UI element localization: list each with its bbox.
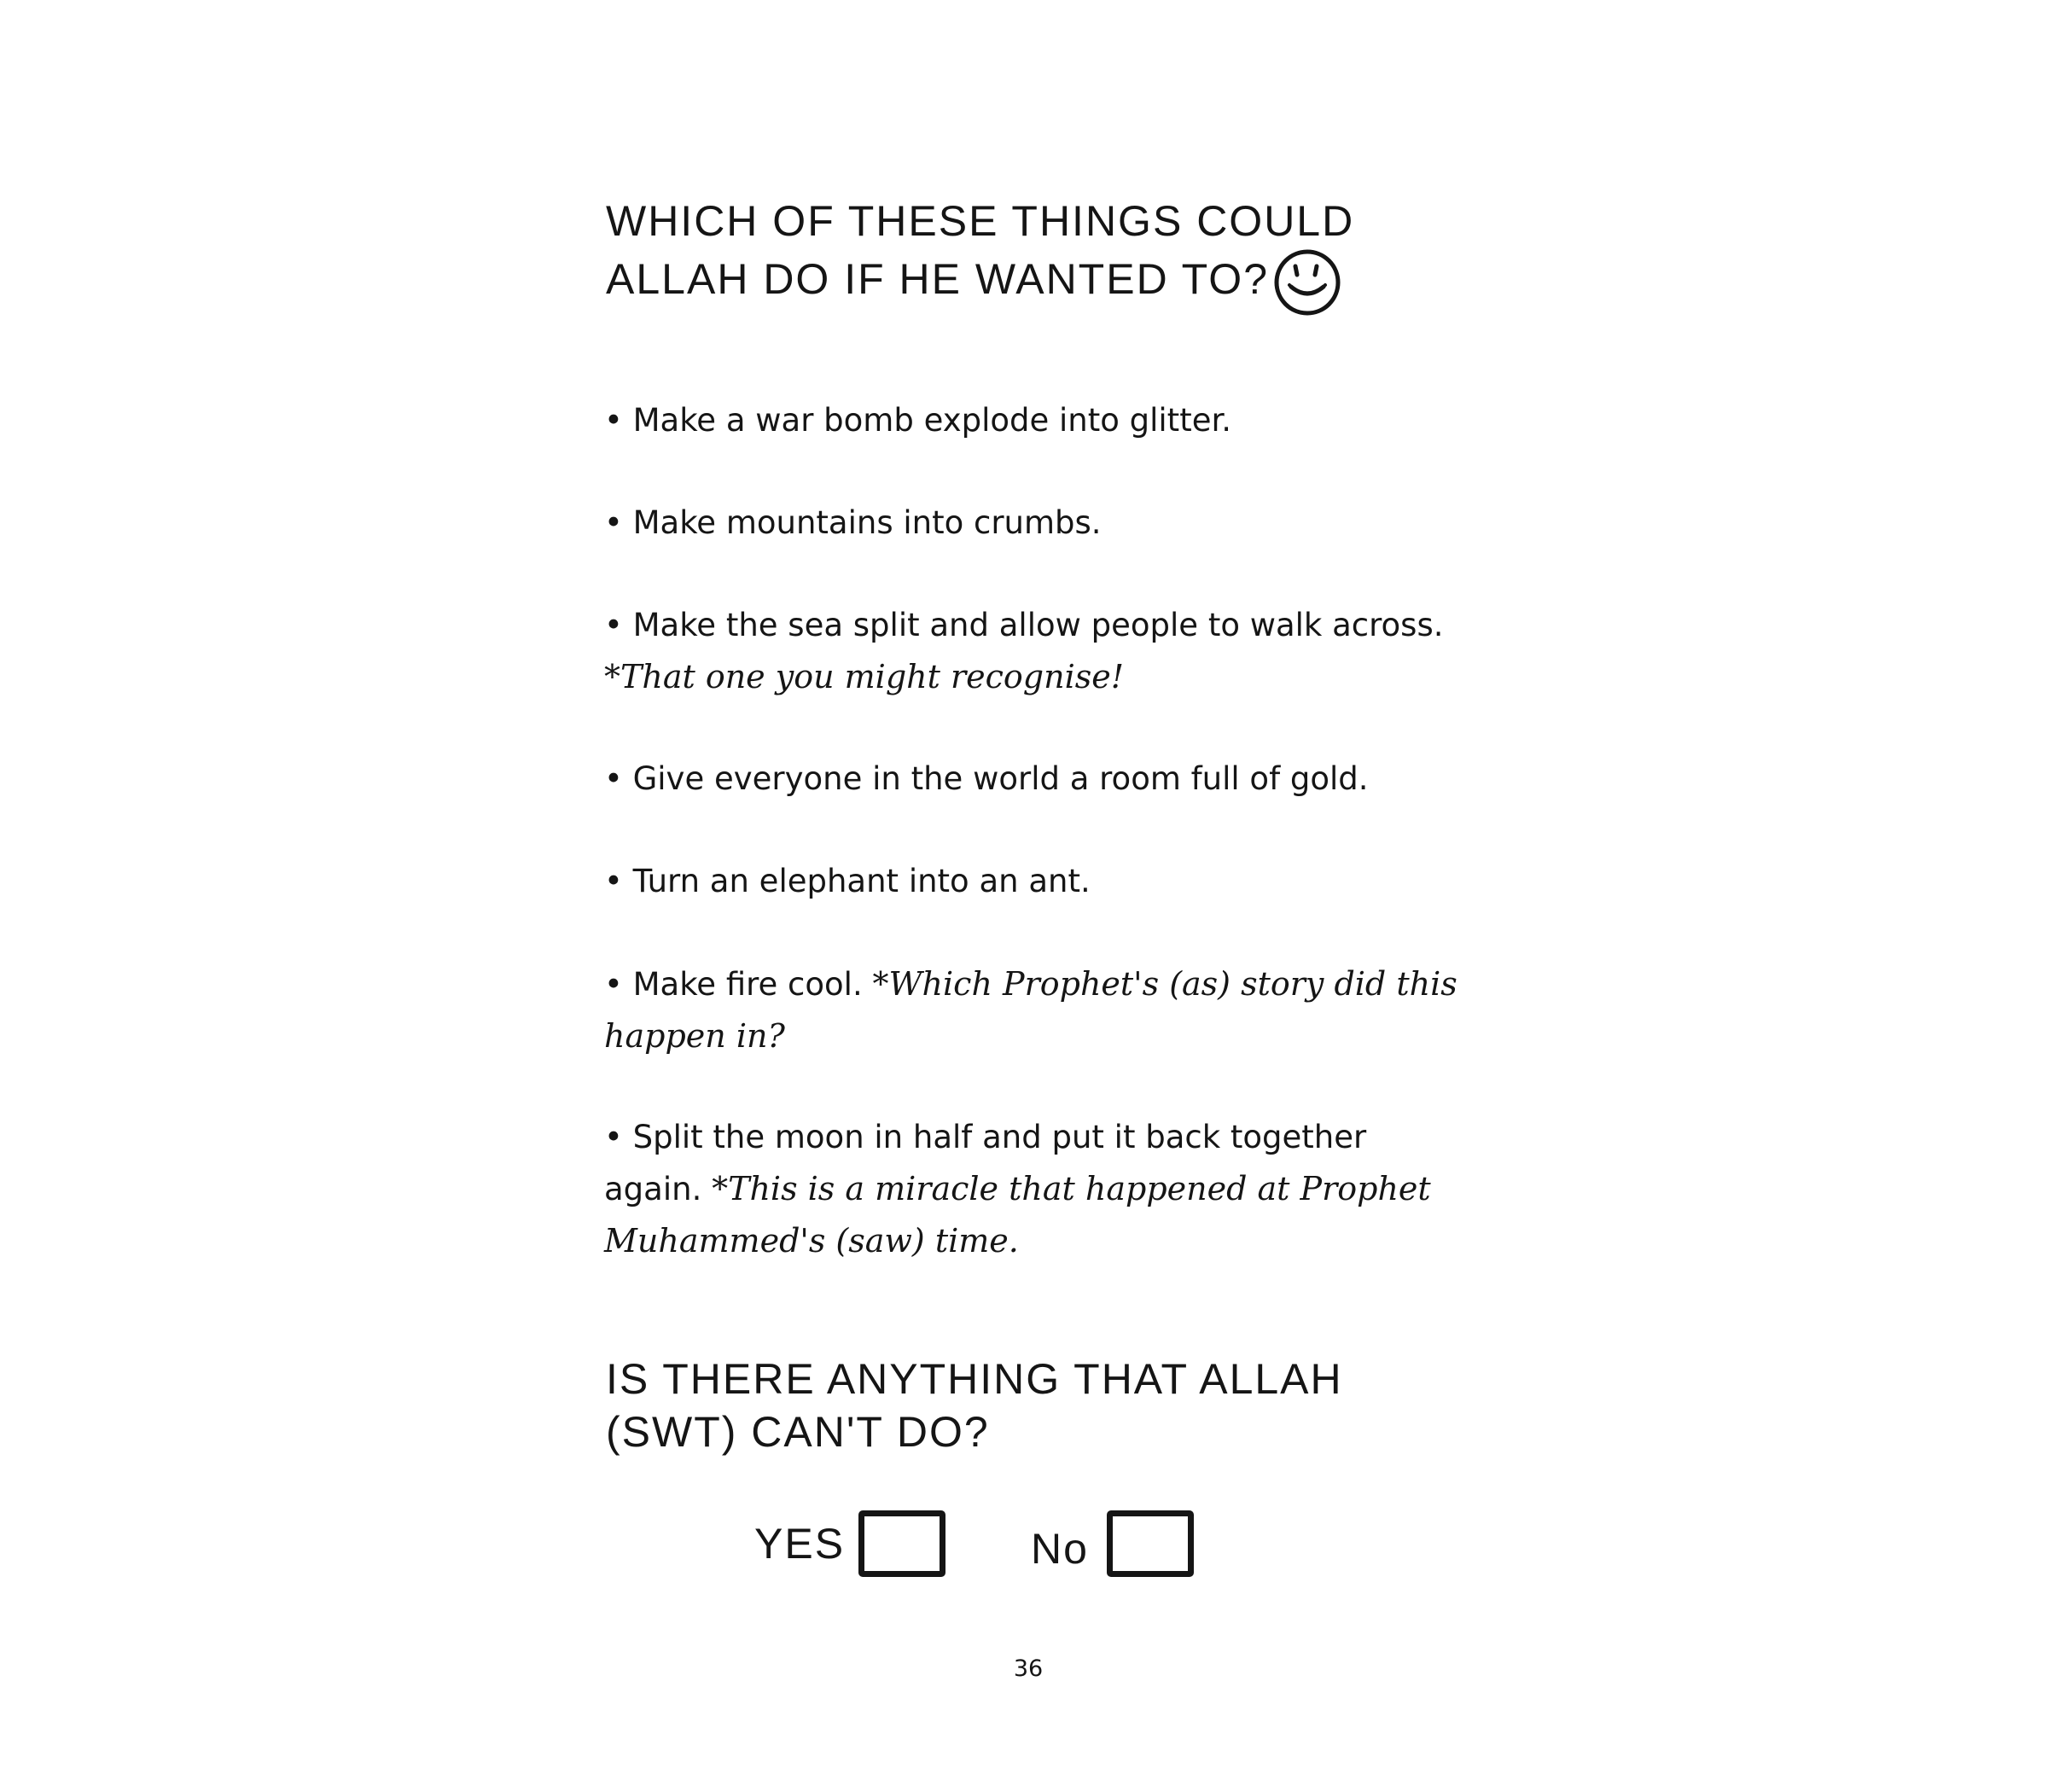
question-heading-1 (606, 195, 1459, 329)
no-checkbox[interactable] (1107, 1510, 1194, 1577)
bullet: • (604, 402, 623, 439)
item-text: Turn an elephant into an ant. (632, 863, 1091, 899)
list-item (604, 958, 1457, 1062)
item-text: Give everyone in the world a room full of gold. (632, 760, 1369, 797)
item-text: Make the sea split and allow people to walk across. (632, 607, 1444, 643)
item-text: Make a war bomb explode into glitter. (632, 402, 1232, 439)
item-note: *This is a miracle that happened at Prophet Muhammed's (saw) time. (604, 1170, 1431, 1260)
list-item (604, 1112, 1457, 1267)
list-item (604, 753, 1457, 805)
bullet: • (604, 607, 623, 643)
no-label: No (1031, 1525, 1089, 1573)
bullet: • (604, 863, 623, 899)
list-item (604, 600, 1457, 703)
item-text: Make fire cool. (632, 966, 863, 1003)
question-2-text: IS THERE ANYTHING THAT ALLAH (SWT) CAN'T DO? (606, 1355, 1343, 1456)
page-number: 36 (1013, 1655, 1044, 1682)
list-item (604, 856, 1457, 907)
bullet: • (604, 966, 623, 1003)
question-heading-2 (606, 1353, 1459, 1458)
bullet: • (604, 1119, 623, 1155)
item-text: Make mountains into crumbs. (632, 504, 1102, 541)
item-note: *Which Prophet's (as) story did this happen in? (604, 965, 1457, 1055)
yes-no-answer-row (751, 1510, 1263, 1587)
item-text: Split the moon in half and put it back together again. (604, 1119, 1367, 1207)
yes-label: YES (754, 1520, 846, 1568)
list-item (604, 395, 1457, 446)
list-item (604, 497, 1457, 549)
item-note: *That one you might recognise! (604, 658, 1125, 695)
yes-checkbox[interactable] (858, 1510, 945, 1577)
bullet: • (604, 504, 623, 541)
bullet: • (604, 760, 623, 797)
smiley-face-icon (1272, 247, 1342, 329)
question-1-text: WHICH OF THESE THINGS COULD ALLAH DO IF HE WANTED TO? (606, 197, 1355, 303)
